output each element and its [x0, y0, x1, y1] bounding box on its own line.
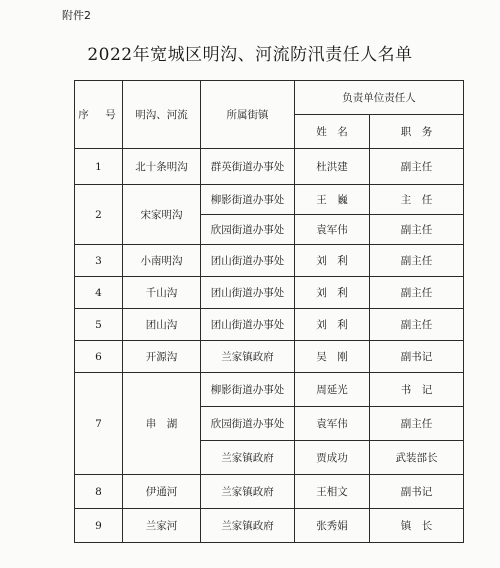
cell-name: 刘 利 [295, 245, 370, 277]
cell-name: 王 巍 [295, 185, 370, 215]
cell-position: 镇 长 [370, 509, 464, 543]
table-row [75, 475, 464, 509]
cell-position: 副书记 [370, 341, 464, 373]
cell-street: 兰家镇政府 [201, 509, 295, 543]
cell-channel: 宋家明沟 [123, 185, 201, 245]
cell-channel: 串 湖 [123, 373, 201, 475]
header-channel: 明沟、河流 [123, 81, 201, 149]
cell-position: 武装部长 [370, 441, 464, 475]
cell-channel: 小南明沟 [123, 245, 201, 277]
cell-index: 3 [75, 245, 123, 277]
cell-name: 周延光 [295, 373, 370, 407]
cell-index: 9 [75, 509, 123, 543]
table-row [75, 245, 464, 277]
table-row [75, 149, 464, 185]
attachment-label: 附件2 [62, 9, 91, 22]
cell-street: 兰家镇政府 [201, 475, 295, 509]
cell-position: 副主任 [370, 277, 464, 309]
cell-street: 团山街道办事处 [201, 245, 295, 277]
cell-position: 副书记 [370, 475, 464, 509]
table-row [75, 373, 464, 407]
table-row [75, 509, 464, 543]
cell-name: 刘 利 [295, 277, 370, 309]
cell-position: 书 记 [370, 373, 464, 407]
cell-name: 袁军伟 [295, 407, 370, 441]
cell-street: 柳影街道办事处 [201, 373, 295, 407]
cell-name: 刘 利 [295, 309, 370, 341]
cell-index: 5 [75, 309, 123, 341]
cell-name: 贾成功 [295, 441, 370, 475]
header-position: 职 务 [370, 115, 464, 149]
header-responsible: 负责单位责任人 [295, 81, 464, 115]
cell-street: 团山街道办事处 [201, 277, 295, 309]
cell-channel: 开源沟 [123, 341, 201, 373]
header-street: 所属街镇 [201, 81, 295, 149]
cell-channel: 兰家河 [123, 509, 201, 543]
cell-index: 2 [75, 185, 123, 245]
cell-street: 兰家镇政府 [201, 441, 295, 475]
cell-channel: 北十条明沟 [123, 149, 201, 185]
cell-position: 副主任 [370, 149, 464, 185]
cell-index: 1 [75, 149, 123, 185]
table-row [75, 277, 464, 309]
header-row [75, 81, 464, 115]
cell-street: 欣园街道办事处 [201, 407, 295, 441]
cell-position: 主 任 [370, 185, 464, 215]
table-row [75, 341, 464, 373]
cell-street: 兰家镇政府 [201, 341, 295, 373]
cell-index: 8 [75, 475, 123, 509]
cell-name: 吴 刚 [295, 341, 370, 373]
cell-position: 副主任 [370, 245, 464, 277]
table-row [75, 309, 464, 341]
cell-position: 副主任 [370, 215, 464, 245]
table-row [75, 185, 464, 215]
cell-street: 柳影街道办事处 [201, 185, 295, 215]
header-name: 姓 名 [295, 115, 370, 149]
cell-position: 副主任 [370, 309, 464, 341]
cell-name: 袁军伟 [295, 215, 370, 245]
cell-name: 张秀娟 [295, 509, 370, 543]
cell-channel: 团山沟 [123, 309, 201, 341]
document-title: 2022年宽城区明沟、河流防汛责任人名单 [87, 45, 413, 65]
responsibility-table [74, 80, 464, 543]
cell-index: 4 [75, 277, 123, 309]
cell-name: 杜洪建 [295, 149, 370, 185]
header-index: 序 号 [75, 81, 123, 149]
cell-position: 副主任 [370, 407, 464, 441]
cell-street: 欣园街道办事处 [201, 215, 295, 245]
cell-index: 7 [75, 373, 123, 475]
cell-channel: 伊通河 [123, 475, 201, 509]
cell-street: 群英街道办事处 [201, 149, 295, 185]
cell-index: 6 [75, 341, 123, 373]
cell-channel: 千山沟 [123, 277, 201, 309]
cell-name: 王相文 [295, 475, 370, 509]
cell-street: 团山街道办事处 [201, 309, 295, 341]
